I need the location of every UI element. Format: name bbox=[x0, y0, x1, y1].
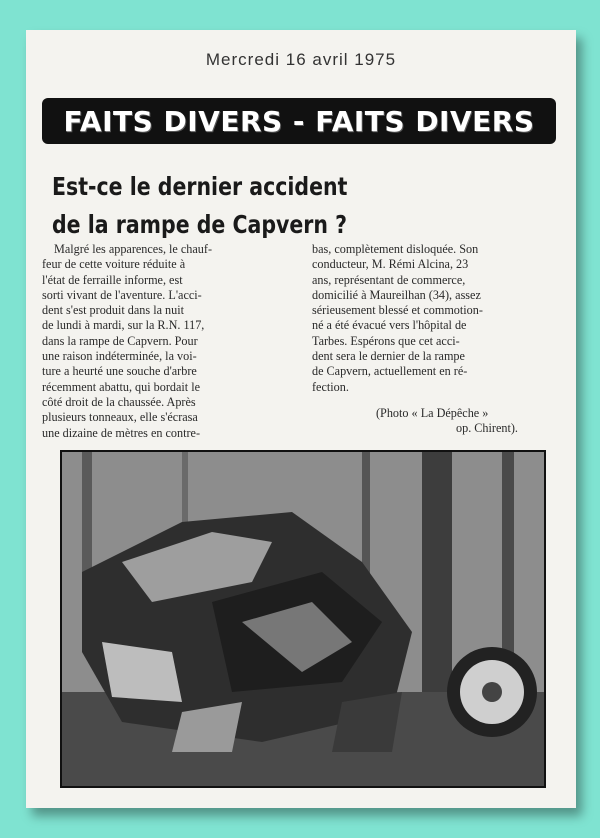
text-line: né a été évacué vers l'hôpital de bbox=[312, 318, 467, 333]
article-column-left bbox=[42, 242, 292, 441]
article-headline bbox=[52, 168, 348, 244]
wrecked-car-photo bbox=[60, 450, 546, 788]
text-line: récemment abattu, qui bordait le bbox=[42, 379, 201, 394]
text-line: domicilié à Maureilhan (34), assez bbox=[312, 287, 481, 302]
text-line: l'état de ferraille informe, est bbox=[42, 272, 183, 287]
text-line: fection. bbox=[312, 379, 349, 394]
headline-line-2: de la rampe de Capvern ? bbox=[52, 210, 348, 239]
text-line: ans, représentant de commerce, bbox=[312, 272, 466, 287]
publication-date: Mercredi 16 avril 1975 bbox=[205, 50, 397, 69]
text-line: une raison indéterminée, la voi- bbox=[42, 349, 197, 364]
text-line: conducteur, M. Rémi Alcina, 23 bbox=[312, 257, 469, 272]
photo-credit-line-1: (Photo « La Dépêche » bbox=[376, 406, 489, 420]
text-line: dent s'est produit dans la nuit bbox=[42, 303, 184, 318]
text-line: bas, complètement disloquée. Son bbox=[312, 242, 479, 256]
text-line: dent sera le dernier de la rampe bbox=[312, 349, 465, 364]
text-line: de Capvern, actuellement en ré- bbox=[312, 364, 468, 379]
text-line: plusieurs tonneaux, elle s'écrasa bbox=[42, 410, 198, 425]
headline-line-1: Est-ce le dernier accident bbox=[52, 172, 348, 201]
text-line: dans la rampe de Capvern. Pour bbox=[42, 333, 198, 348]
section-banner bbox=[42, 98, 556, 144]
text-line: Tarbes. Espérons que cet acci- bbox=[312, 333, 460, 348]
photo-credit-line-2: op. Chirent). bbox=[456, 421, 518, 435]
wreck-photo-illustration bbox=[62, 452, 544, 786]
article-column-right bbox=[312, 242, 558, 395]
text-line: côté droit de la chaussée. Après bbox=[42, 394, 196, 409]
text-line: sorti vivant de l'aventure. L'acci- bbox=[42, 287, 202, 302]
text-line: Malgré les apparences, le chauf- bbox=[54, 242, 213, 256]
text-line: de lundi à mardi, sur la R.N. 117, bbox=[42, 318, 205, 333]
text-line: ture a heurté une souche d'arbre bbox=[42, 364, 197, 379]
text-line: feur de cette voiture réduite à bbox=[42, 257, 186, 272]
photo-credit bbox=[376, 406, 556, 436]
section-banner-label: FAITS DIVERS - FAITS DIVERS bbox=[63, 104, 535, 138]
newspaper-clipping bbox=[26, 30, 576, 808]
text-line: sérieusement blessé et commotion- bbox=[312, 303, 483, 318]
text-line: une dizaine de mètres en contre- bbox=[42, 425, 201, 440]
